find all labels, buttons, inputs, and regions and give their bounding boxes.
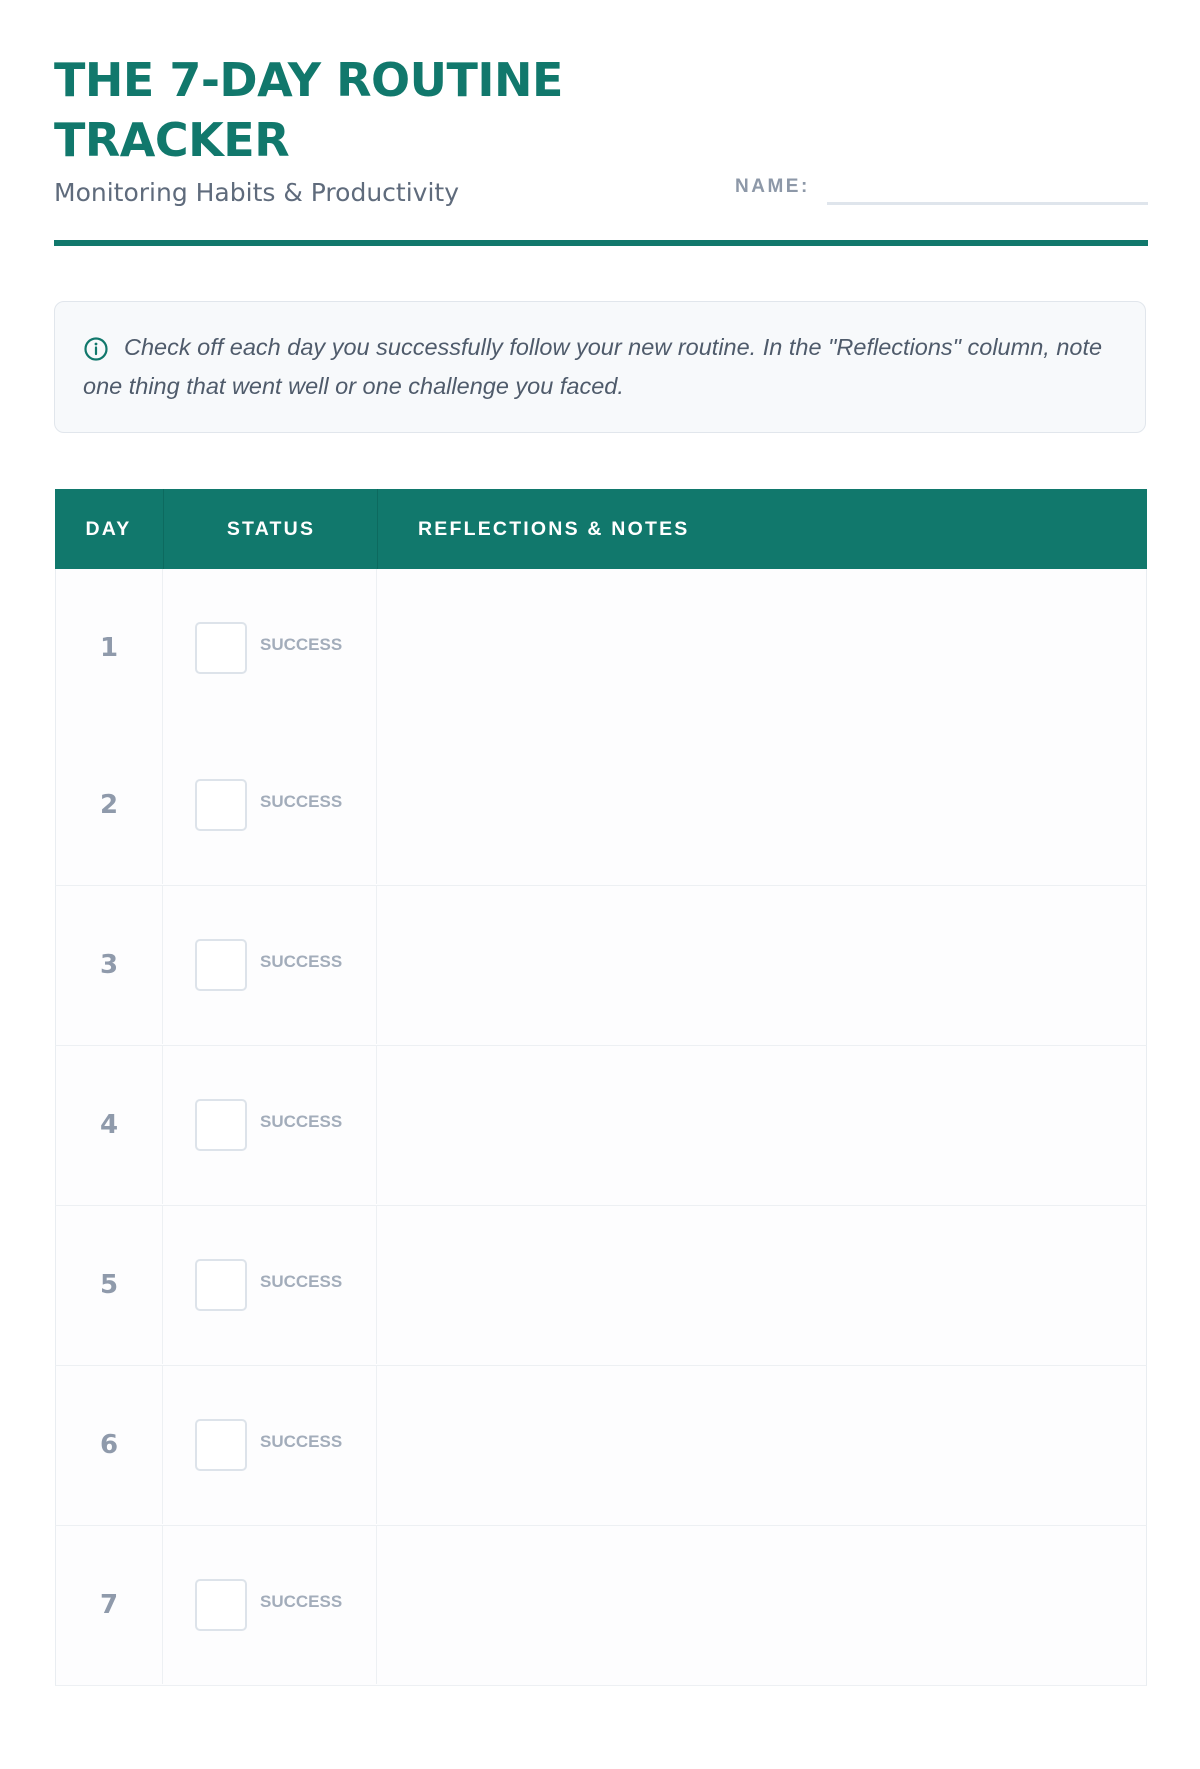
- status-cell: [163, 1366, 377, 1524]
- tracker-table: [55, 489, 1147, 1689]
- name-input[interactable]: [827, 202, 1148, 205]
- day-number: 6: [56, 1366, 163, 1524]
- header-divider: [54, 240, 1148, 246]
- table-body: [55, 569, 1147, 1769]
- success-checkbox[interactable]: [195, 1579, 247, 1631]
- table-row: [55, 569, 1147, 729]
- status-label: SUCCESS: [260, 1272, 343, 1291]
- status-cell: [163, 726, 377, 884]
- status-label: SUCCESS: [260, 952, 343, 971]
- column-header-notes: REFLECTIONS & NOTES: [377, 489, 1147, 569]
- day-number: 5: [56, 1206, 163, 1364]
- day-number: 7: [56, 1526, 163, 1684]
- table-row: [55, 1206, 1147, 1366]
- notes-cell[interactable]: [378, 886, 1146, 1044]
- column-header-day: DAY: [85, 518, 132, 540]
- column-header-status: STATUS: [163, 489, 378, 569]
- notes-cell[interactable]: [378, 569, 1146, 727]
- success-checkbox[interactable]: [195, 939, 247, 991]
- table-row: [55, 1046, 1147, 1206]
- page-title: THE 7-DAY ROUTINE TRACKER: [54, 53, 563, 167]
- status-label: SUCCESS: [260, 1112, 343, 1131]
- status-label: SUCCESS: [260, 1592, 343, 1611]
- status-cell: [163, 886, 377, 1044]
- page-subtitle: Monitoring Habits & Productivity: [54, 178, 459, 207]
- instructions-text: Check off each day you successfully follow your new routine. In the "Reflections" column, note one thing that went well or one challenge you faced.: [83, 334, 1103, 399]
- notes-cell[interactable]: [378, 1206, 1146, 1364]
- name-label: NAME:: [735, 176, 810, 197]
- status-label: SUCCESS: [260, 1432, 343, 1451]
- status-cell: [163, 1526, 377, 1684]
- table-row: [55, 726, 1147, 886]
- status-label: SUCCESS: [260, 792, 343, 811]
- notes-cell[interactable]: [378, 1526, 1146, 1684]
- day-number: 1: [56, 569, 163, 727]
- notes-cell[interactable]: [378, 726, 1146, 884]
- header: [54, 50, 1148, 246]
- day-number: 2: [56, 726, 163, 884]
- table-row: [55, 1366, 1147, 1526]
- success-checkbox[interactable]: [195, 622, 247, 674]
- notes-cell[interactable]: [378, 1366, 1146, 1524]
- success-checkbox[interactable]: [195, 1259, 247, 1311]
- success-checkbox[interactable]: [195, 779, 247, 831]
- table-row: [55, 1526, 1147, 1686]
- success-checkbox[interactable]: [195, 1099, 247, 1151]
- status-cell: [163, 1206, 377, 1364]
- success-checkbox[interactable]: [195, 1419, 247, 1471]
- day-number: 3: [56, 886, 163, 1044]
- status-cell: [163, 569, 377, 727]
- day-number: 4: [56, 1046, 163, 1204]
- status-label: SUCCESS: [260, 635, 343, 654]
- status-cell: [163, 1046, 377, 1204]
- table-row: [55, 886, 1147, 1046]
- name-field: [735, 172, 1148, 208]
- table-header: [55, 489, 1147, 569]
- notes-cell[interactable]: [378, 1046, 1146, 1204]
- instructions-box: [54, 301, 1146, 433]
